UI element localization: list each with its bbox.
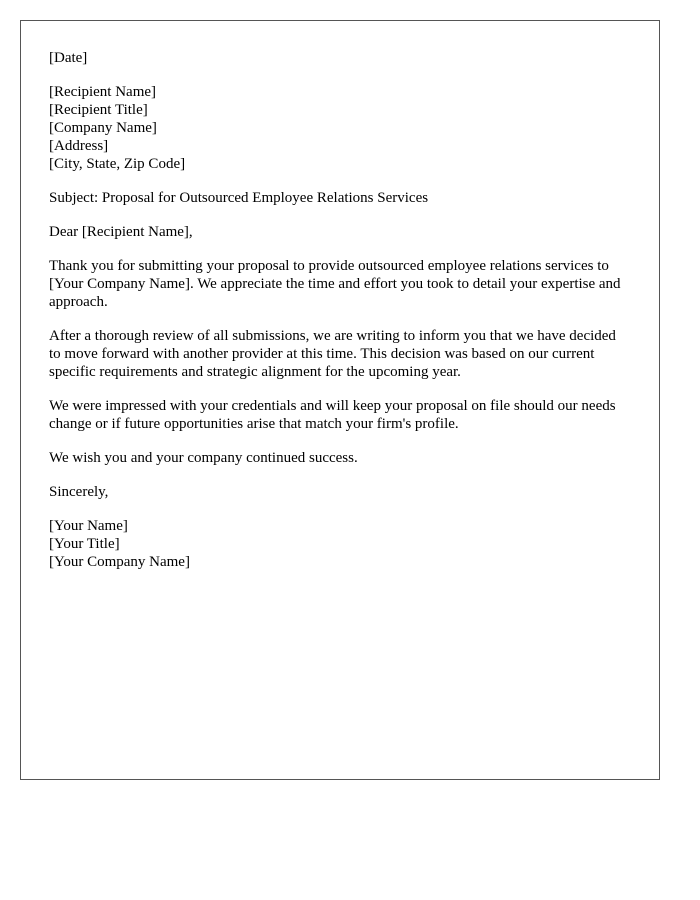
sender-name: [Your Name] (49, 518, 128, 534)
recipient-company: [Company Name] (49, 120, 157, 136)
sender-company: [Your Company Name] (49, 554, 190, 570)
letter-body (49, 49, 631, 571)
recipient-title: [Recipient Title] (49, 102, 148, 118)
body-paragraph-3: We were impressed with your credentials and will keep your proposal on file should our needs change or if future opportunities arise that match your firm's profile. (49, 398, 616, 432)
date-block (49, 49, 631, 67)
recipient-address: [Address] (49, 138, 109, 154)
letter-page (20, 20, 660, 780)
closing: Sincerely, (49, 484, 109, 500)
body-paragraph-2: After a thorough review of all submissions, we are writing to inform you that we have decided to move forward with another provider at this time. This decision was based on our current specific requirements and strategic alignment for the upcoming year. (49, 328, 616, 380)
body-paragraph-4: We wish you and your company continued success. (49, 450, 358, 466)
sender-title: [Your Title] (49, 536, 120, 552)
signature-block (49, 517, 631, 571)
recipient-address-block (49, 83, 631, 173)
recipient-city-state-zip: [City, State, Zip Code] (49, 156, 186, 172)
body-paragraph-1: Thank you for submitting your proposal to provide outsourced employee relations services to [Your Company Name]. We appreciate the time and effort you took to detail your expertise and approach. (49, 258, 621, 310)
salutation: Dear [Recipient Name], (49, 224, 193, 240)
recipient-name: [Recipient Name] (49, 84, 157, 100)
letter-date: [Date] (49, 50, 88, 66)
subject-line: Subject: Proposal for Outsourced Employee Relations Services (49, 190, 429, 206)
